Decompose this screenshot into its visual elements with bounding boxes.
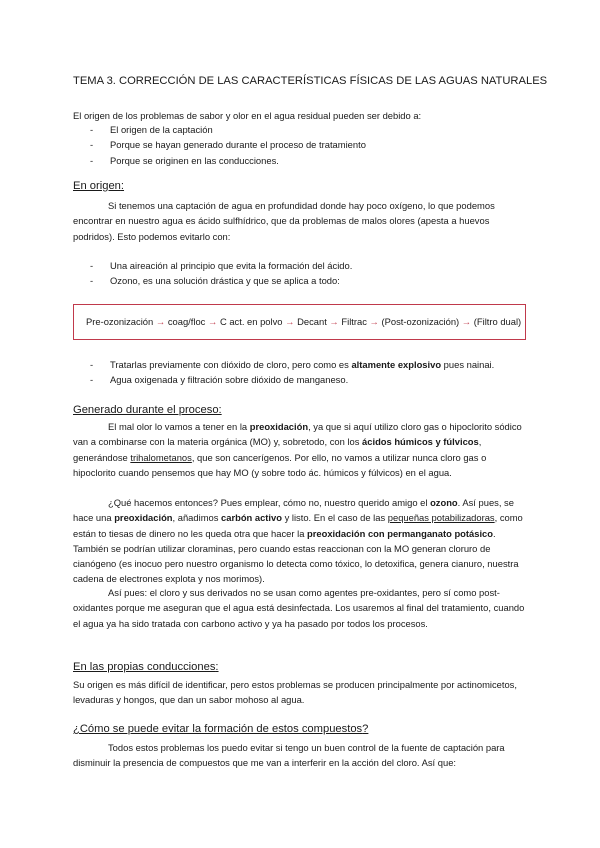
intro-bullet-list [73, 122, 528, 168]
treatment-sequence: Pre-ozonización → coag/floc → C act. en polvo → Decant → Filtrac → (Post-ozonización) → (Filtro dual) [86, 316, 522, 327]
document-title: TEMA 3. CORRECCIÓN DE LAS CARACTERÍSTICAS FÍSICAS DE LAS AGUAS NATURALES [73, 75, 548, 87]
list-item: - El origen de la captación [73, 122, 528, 137]
section-heading-proceso: Generado durante el proceso: [73, 404, 222, 416]
section-heading-origen: En origen: [73, 180, 125, 192]
section-heading-conducciones: En las propias conducciones: [73, 661, 219, 673]
list-item: - Una aireación al principio que evita la formación del ácido. [73, 258, 528, 273]
list-item: - Porque se hayan generado durante el proceso de tratamiento [73, 137, 528, 152]
proceso-paragraph-3: Así pues: el cloro y sus derivados no se usan como agentes pre-oxidantes, pero sí como post-oxidantes porque me aseguran que el agua está desinfectada. Los usaremos al final del tratamiento, cuando el agua ya ha sido tratada con carbono activo y ya ha pasado por todos los procesos. [73, 587, 525, 629]
conducciones-paragraph: Su origen es más difícil de identificar, pero estos problemas se producen principalmente por actinomicetos, levaduras y hongos, que dan un sabor mohoso al agua. [73, 679, 517, 706]
list-item: - Agua oxigenada y filtración sobre dióxido de manganeso. [73, 372, 528, 387]
evitar-paragraph: Todos estos problemas los puedo evitar si tengo un buen control de la fuente de captación para disminuir la presencia de compuestos que me van a interferir en la acción del cloro. Así que: [73, 742, 505, 769]
list-item: - Porque se originen en las conducciones. [73, 153, 528, 168]
list-item: - Tratarlas previamente con dióxido de cloro, pero como es altamente explosivo pues nainai. [73, 357, 528, 372]
list-item: - Ozono, es una solución drástica y que se aplica a todo: [73, 273, 528, 288]
origen-bullet-list-2 [73, 357, 528, 388]
treatment-sequence-box [73, 304, 526, 340]
section-heading-evitar: ¿Cómo se puede evitar la formación de estos compuestos? [73, 723, 369, 735]
section-origen-paragraph: Si tenemos una captación de agua en profundidad donde hay poco oxígeno, lo que podemos encontrar en nuestro agua es ácido sulfhídrico, que da problemas de malos olores (apesta a huevos podridos). Esto podemos evitarlo con: [73, 200, 495, 242]
origen-bullet-list [73, 258, 528, 289]
proceso-paragraph-1: El mal olor lo vamos a tener en la preoxidación, ya que si aquí utilizo cloro gas o hipoclorito sódico van a combinarse con la materia orgánica (MO) y, sobretodo, con los ácidos húmicos y fúlvicos, generándose trihalometanos, que son cancerígenos. Por ello, no vamos a utilizar nunca cloro gas o hipoclorito cuando pensemos que hay MO (y sobre todo ác. húmicos y fúlvicos) en el agua. [73, 421, 522, 478]
proceso-paragraph-2: ¿Qué hacemos entonces? Pues emplear, cómo no, nuestro querido amigo el ozono. Así pues, se hace una preoxidación, añadimos carbón activo y listo. En el caso de las pequeñas potabilizadoras, como están to tiesas de dinero no les queda otra que hacer la preoxidación con permanganato potásico. También se podrían utilizar cloraminas, pero cuando estas reaccionan con la MO generan cloruro de cianógeno (es inocuo pero nuestro organismo lo detecta como tóxico, lo detoxifica, genera cianuro, nuestra cadena de electrones explota y nos morimos). [73, 497, 523, 585]
intro-paragraph: El origen de los problemas de sabor y olor en el agua residual pueden ser debido a: [73, 110, 422, 121]
